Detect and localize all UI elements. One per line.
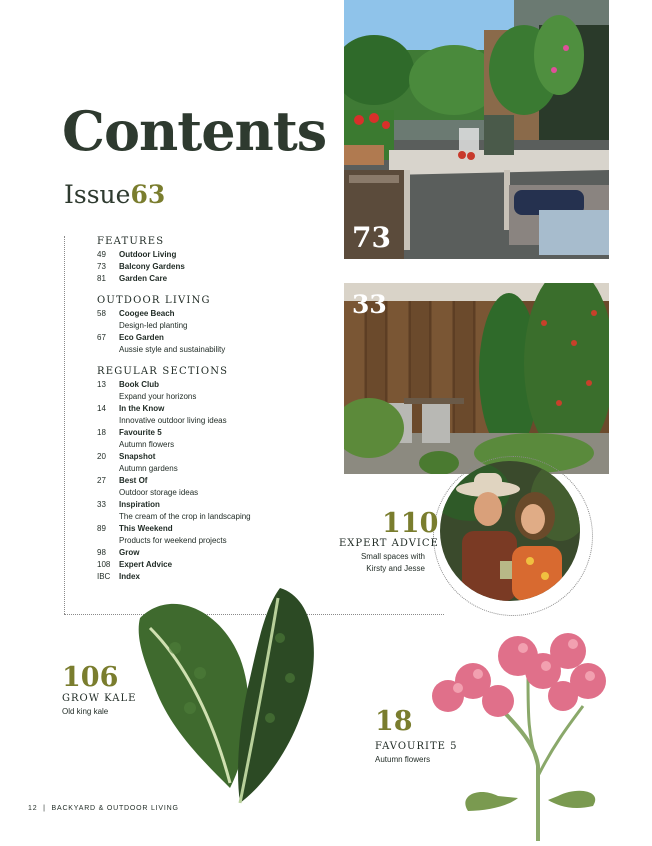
toc-entry[interactable] bbox=[97, 332, 347, 344]
toc-title: Grow bbox=[119, 548, 140, 557]
issue-label bbox=[64, 182, 165, 207]
toc-subtitle: Autumn flowers bbox=[119, 440, 175, 449]
footer-page-number: 12 bbox=[28, 805, 38, 812]
dotted-guide-vertical bbox=[64, 236, 65, 614]
toc-page: 20 bbox=[97, 452, 106, 461]
issue-number: 63 bbox=[130, 180, 166, 209]
toc-entry[interactable] bbox=[97, 427, 347, 439]
toc-title: Expert Advice bbox=[119, 560, 173, 569]
toc-page: 49 bbox=[97, 250, 106, 259]
section-heading-outdoor-living: OUTDOOR LIVING bbox=[97, 295, 211, 306]
toc-title: This Weekend bbox=[119, 524, 173, 533]
toc-entry[interactable] bbox=[97, 403, 347, 415]
page-number-kale: 106 bbox=[62, 662, 119, 693]
toc-title: Garden Care bbox=[119, 274, 168, 283]
toc-subtitle: Design-led planting bbox=[119, 321, 188, 330]
expert-heading: EXPERT ADVICE bbox=[339, 538, 439, 549]
toc-title: Snapshot bbox=[119, 452, 156, 461]
toc-page: 18 bbox=[97, 428, 106, 437]
page-number-courtyard: 33 bbox=[352, 290, 387, 319]
toc-page: 33 bbox=[97, 500, 106, 509]
footer-magazine-name: BACKYARD & OUTDOOR LIVING bbox=[51, 805, 179, 812]
expert-photo[interactable] bbox=[440, 461, 580, 601]
toc-page: 89 bbox=[97, 524, 106, 533]
toc-title: Book Club bbox=[119, 380, 159, 389]
toc-page: 67 bbox=[97, 333, 106, 342]
toc-page: 81 bbox=[97, 274, 106, 283]
toc-subtitle: The cream of the crop in landscaping bbox=[119, 512, 251, 521]
toc-title: Best Of bbox=[119, 476, 148, 485]
sedum-illustration bbox=[418, 626, 614, 841]
kale-heading: GROW KALE bbox=[62, 693, 137, 704]
toc-subtitle: Expand your horizons bbox=[119, 392, 197, 401]
kale-sub: Old king kale bbox=[62, 707, 109, 716]
toc-entry[interactable] bbox=[97, 273, 347, 285]
toc-page: IBC bbox=[97, 572, 111, 581]
toc-entry[interactable] bbox=[97, 547, 347, 559]
favourite-sub: Autumn flowers bbox=[375, 755, 431, 764]
toc-title: In the Know bbox=[119, 404, 165, 413]
toc-page: 27 bbox=[97, 476, 106, 485]
page-number-favourite: 18 bbox=[375, 706, 413, 737]
toc-entry[interactable] bbox=[97, 249, 347, 261]
page-number-expert: 110 bbox=[382, 508, 439, 539]
toc-entry[interactable] bbox=[97, 261, 347, 273]
toc-entry[interactable] bbox=[97, 379, 347, 391]
toc-entry[interactable] bbox=[97, 475, 347, 487]
toc-subtitle: Autumn gardens bbox=[119, 464, 178, 473]
toc-entry[interactable] bbox=[97, 308, 347, 320]
toc-entry[interactable] bbox=[97, 499, 347, 511]
toc-page: 13 bbox=[97, 380, 106, 389]
section-heading-features: FEATURES bbox=[97, 236, 165, 247]
section-heading-regular: REGULAR SECTIONS bbox=[97, 366, 229, 377]
expert-line1: Small spaces with bbox=[360, 552, 425, 561]
toc-title: Eco Garden bbox=[119, 333, 164, 342]
toc-title: Inspiration bbox=[119, 500, 160, 509]
footer-separator: | bbox=[43, 805, 46, 812]
favourite-heading: FAVOURITE 5 bbox=[375, 741, 458, 752]
toc-subtitle: Products for weekend projects bbox=[119, 536, 227, 545]
table-of-contents bbox=[97, 236, 347, 583]
toc-page: 73 bbox=[97, 262, 106, 271]
page-number-balcony: 73 bbox=[352, 221, 391, 254]
toc-title: Favourite 5 bbox=[119, 428, 162, 437]
kale-leaves-illustration bbox=[130, 578, 330, 810]
expert-portrait-illustration bbox=[440, 461, 580, 601]
toc-title: Outdoor Living bbox=[119, 250, 177, 259]
toc-page: 108 bbox=[97, 560, 111, 569]
sedum-flower-photo[interactable] bbox=[418, 626, 614, 841]
toc-page: 58 bbox=[97, 309, 106, 318]
toc-entry[interactable] bbox=[97, 451, 347, 463]
toc-page: 14 bbox=[97, 404, 106, 413]
expert-line2: Kirsty and Jesse bbox=[366, 564, 425, 573]
toc-title: Coogee Beach bbox=[119, 309, 175, 318]
toc-entry[interactable] bbox=[97, 559, 347, 571]
issue-word: Issue bbox=[64, 180, 131, 209]
kale-photo[interactable] bbox=[130, 578, 330, 810]
page-footer bbox=[28, 805, 179, 812]
toc-entry[interactable] bbox=[97, 523, 347, 535]
toc-subtitle: Aussie style and sustainability bbox=[119, 345, 226, 354]
toc-title: Index bbox=[119, 572, 140, 581]
toc-subtitle: Innovative outdoor living ideas bbox=[119, 416, 227, 425]
toc-title: Balcony Gardens bbox=[119, 262, 185, 271]
toc-subtitle: Outdoor storage ideas bbox=[119, 488, 199, 497]
toc-page: 98 bbox=[97, 548, 106, 557]
page-title: Contents bbox=[62, 99, 327, 163]
